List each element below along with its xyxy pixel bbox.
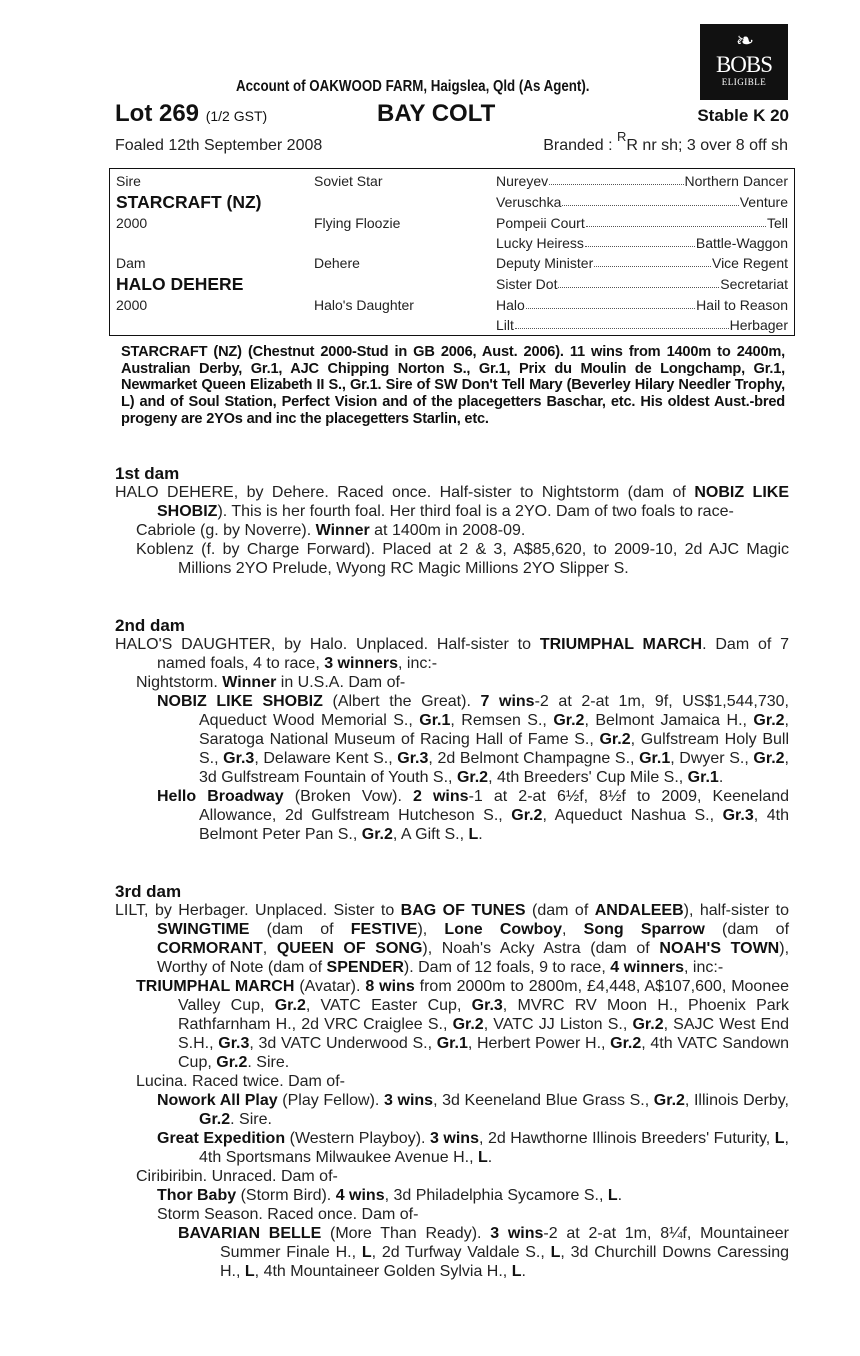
bold-text: Gr.1 bbox=[639, 750, 671, 767]
text: , inc:- bbox=[398, 655, 438, 672]
granddam-maternal: Halo's Daughter bbox=[314, 297, 414, 313]
bold-text: 4 winners bbox=[610, 959, 685, 976]
text: , Illinois Derby, bbox=[684, 1092, 789, 1109]
text: . bbox=[617, 1187, 623, 1204]
sire-label: Sire bbox=[116, 173, 141, 189]
text: (Play Fellow). bbox=[277, 1092, 384, 1109]
text: , VATC Easter Cup, bbox=[305, 997, 472, 1014]
bold-text: Gr.2 bbox=[753, 750, 785, 767]
text: , 3d Philadelphia Sycamore S., bbox=[384, 1187, 608, 1204]
bold-text: Nowork All Play bbox=[157, 1092, 278, 1109]
text: , MVRC RV Moon H., Phoenix Park Rathfarnham H., 2d VRC Craiglee S., bbox=[178, 997, 790, 1033]
text: (Western Playboy). bbox=[285, 1130, 430, 1147]
bold-text: CORMORANT bbox=[157, 940, 263, 957]
text: . bbox=[718, 769, 724, 786]
sire-year: 2000 bbox=[116, 215, 148, 231]
lot-number bbox=[115, 100, 267, 128]
bold-text: BAG OF TUNES bbox=[400, 902, 526, 919]
bold-text: NOAH'S TOWN bbox=[659, 940, 780, 957]
text: , inc:- bbox=[684, 959, 724, 976]
dam-year: 2000 bbox=[116, 297, 148, 313]
progeny-entry: Storm Season. Raced once. Dam of- bbox=[157, 1206, 419, 1223]
progeny-entry bbox=[115, 787, 789, 844]
stable-location: Stable K 20 bbox=[697, 106, 789, 125]
text: ), half-sister to bbox=[683, 902, 789, 919]
brand-sub: R bbox=[626, 137, 638, 154]
bold-text: L bbox=[244, 1263, 255, 1280]
gst-note: (1/2 GST) bbox=[205, 108, 268, 124]
text: (dam of bbox=[249, 921, 351, 938]
bold-text: Gr.2 bbox=[653, 1092, 685, 1109]
bold-text: Gr.1 bbox=[687, 769, 719, 786]
bold-text: ANDALEEB bbox=[594, 902, 684, 919]
bold-text: Gr.2 bbox=[199, 1111, 231, 1128]
progeny-entry bbox=[115, 1129, 789, 1167]
brand-marks bbox=[543, 129, 788, 155]
bold-text: 3 wins bbox=[490, 1225, 544, 1242]
pedigree-gen3-row bbox=[496, 317, 788, 333]
bold-text: Gr.2 bbox=[610, 1035, 642, 1052]
text: Nightstorm. bbox=[136, 674, 223, 691]
gen3-sire: Battle-Waggon bbox=[695, 235, 788, 251]
gen3-name: Pompeii Court bbox=[496, 215, 585, 231]
pedigree-gen3-row bbox=[496, 276, 788, 292]
text: , A Gift S., bbox=[392, 826, 469, 843]
section-heading: 1st dam bbox=[115, 464, 180, 483]
dam-intro bbox=[115, 635, 789, 673]
brand-sup: R bbox=[617, 129, 627, 144]
leader-dots bbox=[526, 297, 695, 309]
text: (Albert the Great). bbox=[322, 693, 481, 710]
pedigree-gen3-row bbox=[496, 235, 788, 251]
text: LILT, by Herbager. Unplaced. Sister to bbox=[115, 902, 401, 919]
grandsire-maternal: Dehere bbox=[314, 255, 360, 271]
bold-text: Gr.3 bbox=[223, 750, 255, 767]
bold-text: L bbox=[468, 826, 479, 843]
foaled-date: Foaled 12th September 2008 bbox=[115, 137, 323, 154]
text: , 2d Turfway Valdale S., bbox=[371, 1244, 551, 1261]
text: ), Noah's Acky Astra (dam of bbox=[422, 940, 660, 957]
bold-text: BAVARIAN BELLE bbox=[178, 1225, 322, 1242]
text: (Avatar). bbox=[294, 978, 366, 995]
bold-text: Gr.1 bbox=[419, 712, 451, 729]
text: (dam of bbox=[525, 902, 595, 919]
text: . bbox=[478, 826, 483, 843]
progeny-entry bbox=[115, 692, 789, 787]
bold-text: Lone Cowboy bbox=[444, 921, 563, 938]
pedigree-table bbox=[109, 168, 795, 336]
dam-name: HALO DEHERE bbox=[116, 274, 244, 294]
bold-text: Gr.2 bbox=[599, 731, 631, 748]
lot-label: Lot 269 bbox=[115, 100, 200, 127]
text: , Aqueduct Nashua S., bbox=[542, 807, 723, 824]
brand-label: Branded : bbox=[543, 137, 618, 154]
progeny-entry bbox=[115, 977, 789, 1072]
bold-text: 3 winners bbox=[324, 655, 399, 672]
progeny-entry bbox=[115, 673, 789, 692]
bold-text: Gr.3 bbox=[397, 750, 429, 767]
pedigree-gen3-row bbox=[496, 173, 788, 189]
text: at 1400m in 2008-09. bbox=[369, 522, 526, 539]
text: , 2d Hawthorne Illinois Breeders' Futurity, bbox=[478, 1130, 775, 1147]
leader-dots bbox=[558, 276, 719, 288]
bold-text: 7 wins bbox=[480, 693, 535, 710]
bold-text: TRIUMPHAL MARCH bbox=[539, 636, 703, 653]
text: (More Than Ready). bbox=[321, 1225, 491, 1242]
bold-text: NOBIZ LIKE SHOBIZ bbox=[157, 693, 323, 710]
text: HALO'S DAUGHTER, by Halo. Unplaced. Half-sister to bbox=[115, 636, 540, 653]
text: , 3d Churchill Downs Caressing H., bbox=[220, 1244, 790, 1280]
progeny-entry bbox=[115, 521, 789, 540]
text: , bbox=[262, 940, 277, 957]
text: ), Worthy of Note (dam of bbox=[157, 940, 790, 976]
bold-text: Gr.2 bbox=[456, 769, 489, 786]
text: , Herbert Power H., bbox=[467, 1035, 611, 1052]
text: , SAJC West End S.H., bbox=[178, 1016, 790, 1052]
text: , 2d Belmont Champagne S., bbox=[428, 750, 640, 767]
text: , 4th Belmont Peter Pan S., bbox=[199, 807, 789, 843]
leader-dots bbox=[586, 215, 766, 227]
bold-text: Gr.2 bbox=[632, 1016, 664, 1033]
bold-text: Thor Baby bbox=[157, 1187, 237, 1204]
leader-dots bbox=[549, 173, 683, 185]
bold-text: QUEEN OF SONG bbox=[276, 940, 423, 957]
text: . Dam of 7 named foals, 4 to race, bbox=[157, 636, 789, 672]
bold-text: L bbox=[361, 1244, 372, 1261]
gen3-name: Nureyev bbox=[496, 173, 549, 189]
pedigree-gen3-row bbox=[496, 297, 788, 313]
text: , 4th Mountaineer Golden Sylvia H., bbox=[254, 1263, 512, 1280]
gen3-sire: Hail to Reason bbox=[696, 297, 788, 313]
vendor-account: Account of OAKWOOD FARM, Haigslea, Qld (As Agent). bbox=[236, 78, 590, 95]
bold-text: Gr.3 bbox=[471, 997, 503, 1014]
grandsire-paternal: Soviet Star bbox=[314, 173, 383, 189]
text: -2 at 2-at 1m, 8¼f, Mountaineer Summer Finale H., bbox=[220, 1225, 790, 1261]
text: . Sire. bbox=[247, 1054, 290, 1071]
bold-text: FESTIVE bbox=[350, 921, 418, 938]
logo-subtitle: ELIGIBLE bbox=[721, 77, 767, 87]
text: Cabriole (g. by Noverre). bbox=[136, 522, 316, 539]
dam-intro bbox=[115, 901, 789, 977]
bold-text: SWINGTIME bbox=[157, 921, 250, 938]
bold-text: Gr.2 bbox=[361, 826, 393, 843]
text: , Belmont Jamaica H., bbox=[584, 712, 754, 729]
bold-text: 4 wins bbox=[335, 1187, 385, 1204]
bold-text: Gr.2 bbox=[274, 997, 306, 1014]
text: , 3d Keeneland Blue Grass S., bbox=[433, 1092, 654, 1109]
bold-text: L bbox=[774, 1130, 785, 1147]
text: (Storm Bird). bbox=[236, 1187, 336, 1204]
gen3-sire: Secretariat bbox=[720, 276, 788, 292]
bold-text: Gr.2 bbox=[553, 712, 585, 729]
bold-text: 2 wins bbox=[413, 788, 469, 805]
text: , Delaware Kent S., bbox=[254, 750, 398, 767]
gen3-name: Veruschka bbox=[496, 194, 562, 210]
text: ). Dam of 12 foals, 9 to race, bbox=[403, 959, 611, 976]
progeny-entry bbox=[115, 1224, 789, 1281]
horse-description: BAY COLT bbox=[377, 100, 496, 127]
progeny-entry: Lucina. Raced twice. Dam of- bbox=[136, 1073, 345, 1090]
text: , Saratoga National Museum of Racing Hall of Fame S., bbox=[199, 712, 789, 748]
gen3-name: Deputy Minister bbox=[496, 255, 594, 271]
text: . bbox=[487, 1149, 493, 1166]
first-dam-section bbox=[115, 465, 789, 578]
pedigree-gen3-row bbox=[496, 194, 788, 210]
bold-text: Gr.2 bbox=[511, 807, 543, 824]
gen3-sire: Northern Dancer bbox=[684, 173, 788, 189]
gen3-name: Halo bbox=[496, 297, 525, 313]
text: . Sire. bbox=[230, 1111, 272, 1128]
progeny-entry bbox=[115, 1186, 789, 1205]
bold-text: Gr.3 bbox=[218, 1035, 250, 1052]
section-heading: 2nd dam bbox=[115, 616, 185, 635]
section-heading: 3rd dam bbox=[115, 882, 182, 901]
bold-text: 8 wins bbox=[365, 978, 415, 995]
bold-text: Winner bbox=[222, 674, 277, 691]
bold-text: L bbox=[511, 1263, 522, 1280]
brand-detail: nr sh; 3 over 8 off sh bbox=[637, 137, 788, 154]
dam-intro bbox=[115, 483, 789, 521]
bold-text: L bbox=[477, 1149, 488, 1166]
bold-text: L bbox=[550, 1244, 561, 1261]
bold-text: Gr.2 bbox=[452, 1016, 484, 1033]
granddam-paternal: Flying Floozie bbox=[314, 215, 401, 231]
text: ). This is her fourth foal. Her third foal is a 2YO. Dam of two foals to race- bbox=[217, 503, 734, 520]
text: (Broken Vow). bbox=[283, 788, 413, 805]
text: , Gulfstream Holy Bull S., bbox=[199, 731, 789, 767]
bold-text: Gr.3 bbox=[722, 807, 754, 824]
bold-text: SPENDER bbox=[326, 959, 404, 976]
bold-text: Hello Broadway bbox=[157, 788, 284, 805]
leader-dots bbox=[594, 255, 711, 267]
text: HALO DEHERE, by Dehere. Raced once. Half-sister to Nightstorm (dam of bbox=[115, 484, 695, 501]
third-dam-section bbox=[115, 883, 789, 1281]
text: , Dwyer S., bbox=[670, 750, 754, 767]
text: , 3d VATC Underwood S., bbox=[249, 1035, 437, 1052]
text: ), bbox=[417, 921, 445, 938]
leader-dots bbox=[515, 317, 729, 329]
pedigree-gen3-row bbox=[496, 215, 788, 231]
text: (dam of bbox=[704, 921, 790, 938]
bold-text: Gr.2 bbox=[753, 712, 785, 729]
bobs-eligible-logo bbox=[700, 24, 788, 100]
progeny-entry bbox=[115, 1091, 789, 1129]
text: , Remsen S., bbox=[450, 712, 554, 729]
leader-dots bbox=[562, 194, 738, 206]
sire-name: STARCRAFT (NZ) bbox=[116, 192, 262, 212]
bold-text: L bbox=[607, 1187, 618, 1204]
text: in U.S.A. Dam of- bbox=[276, 674, 406, 691]
gen3-sire: Venture bbox=[739, 194, 788, 210]
gen3-sire: Herbager bbox=[729, 317, 788, 333]
bold-text: Song Sparrow bbox=[583, 921, 705, 938]
pedigree-gen3-row bbox=[496, 255, 788, 271]
text: -2 at 2-at 1m, 9f, US$1,544,730, Aqueduct Wood Memorial S., bbox=[199, 693, 789, 729]
text: , bbox=[562, 921, 584, 938]
logo-title: BOBS bbox=[715, 52, 773, 77]
text: , 3d Gulfstream Fountain of Youth S., bbox=[199, 750, 789, 786]
bold-text: NOBIZ LIKE SHOBIZ bbox=[157, 484, 789, 520]
bold-text: TRIUMPHAL MARCH bbox=[136, 978, 295, 995]
progeny-entry: Ciribiribin. Unraced. Dam of- bbox=[136, 1168, 338, 1185]
lot-header bbox=[115, 100, 789, 128]
sire-summary: STARCRAFT (NZ) (Chestnut 2000-Stud in GB 2006, Aust. 2006). 11 wins from 1400m to 2400m, Australian Derby, Gr.1, AJC Chipping Norton S., Gr.1, Prix du Moulin de Longchamp, Gr.1, Newmarket Queen Elizabeth II S., Gr.1. Sire of SW Don't Tell Mary (Beverley Hilary Needler Trophy, L) and of Soul Station, Perfect Vision and of the placegetters Baschar, etc. His oldest Aust.-bred progeny are 2YOs and inc the placegetters Starlin, etc. bbox=[121, 344, 785, 427]
gen3-sire: Tell bbox=[766, 215, 788, 231]
second-dam-section bbox=[115, 617, 789, 844]
horse-head-icon: ❧ bbox=[735, 28, 753, 53]
dam-label: Dam bbox=[116, 255, 146, 271]
bold-text: Great Expedition bbox=[157, 1130, 286, 1147]
leader-dots bbox=[585, 235, 695, 247]
bold-text: 3 wins bbox=[429, 1130, 479, 1147]
gen3-sire: Vice Regent bbox=[711, 255, 788, 271]
text: , 4th VATC Sandown Cup, bbox=[178, 1035, 790, 1071]
bold-text: 3 wins bbox=[383, 1092, 434, 1109]
text: . bbox=[521, 1263, 526, 1280]
gen3-name: Lilt bbox=[496, 317, 514, 333]
text: from 2000m to 2800m, £4,448, A$107,600, Moonee Valley Cup, bbox=[178, 978, 790, 1014]
bold-text: Gr.1 bbox=[436, 1035, 468, 1052]
progeny-entry: Koblenz (f. by Charge Forward). Placed at 2 & 3, A$85,620, to 2009-10, 2d AJC Magic Millions 2YO Prelude, Wyong RC Magic Millions 2YO Slipper S. bbox=[136, 541, 789, 577]
text: , 4th Sportsmans Milwaukee Avenue H., bbox=[199, 1130, 789, 1166]
text: , VATC JJ Liston S., bbox=[483, 1016, 633, 1033]
text: -1 at 2-at 6½f, 8½f to 2009, Keeneland Allowance, 2d Gulfstream Hutcheson S., bbox=[199, 788, 790, 824]
bold-text: Winner bbox=[315, 522, 370, 539]
text: , 4th Breeders' Cup Mile S., bbox=[488, 769, 688, 786]
bold-text: Gr.2 bbox=[216, 1054, 248, 1071]
gen3-name: Lucky Heiress bbox=[496, 235, 584, 251]
gen3-name: Sister Dot bbox=[496, 276, 558, 292]
